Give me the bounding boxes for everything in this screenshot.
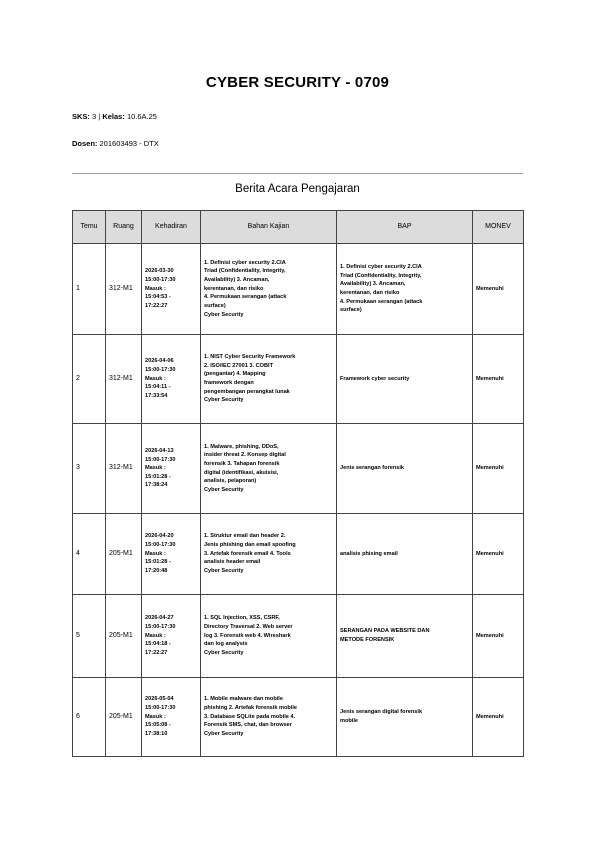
bahan-line: analisis header email [204,559,261,566]
kehadiran-line: 17:38:10 [145,730,168,737]
cell-ruang: 312-M1 [106,335,142,424]
cell-monev: Memenuhi [473,678,524,757]
bap-line: analisis phising email [340,550,398,557]
kehadiran-line: 15:00-17:30 [145,456,176,463]
bahan-line: Cyber Security [204,649,244,656]
dosen-value: 201603493 - DTX [99,139,159,148]
bahan-line: Cyber Security [204,311,244,318]
header-monev: MONEV [473,211,524,244]
kehadiran-line: 15:04:11 - [145,384,171,391]
bahan-line: dan log analysis [204,641,248,648]
bahan-line: Cyber Security [204,397,244,404]
cell-kehadiran [142,424,201,514]
table-row [73,678,524,757]
bahan-line: Cyber Security [204,486,244,493]
cell-monev: Memenuhi [473,514,524,595]
kehadiran-line: 2026-04-13 [145,447,174,454]
cell-bahan-kajian [201,514,337,595]
bahan-line: Forensik SMS, chat, dan browser [204,722,292,729]
cell-bahan-kajian [201,678,337,757]
bahan-line: surface) [204,302,226,309]
kehadiran-line: 15:00-17:30 [145,367,176,374]
bap-line: Jenis serangan digital forensik [340,709,423,716]
divider [72,173,523,174]
bahan-line: 1. SQL Injection, XSS, CSRF, [204,615,280,622]
kehadiran-line: 17:20:48 [145,567,168,574]
cell-bap [337,678,473,757]
sks-kelas-line [72,112,157,121]
table-row [73,595,524,678]
cell-bap [337,244,473,335]
bahan-line: Cyber Security [204,730,244,737]
cell-bahan-kajian [201,335,337,424]
bahan-line: 2. ISO/IEC 27001 3. COBIT [204,362,274,369]
kehadiran-line: 2026-05-04 [145,696,174,703]
bahan-line: Directory Traversal 2. Web server [204,624,293,631]
bahan-line: pengembangan perangkat lunak [204,388,290,395]
bahan-line: Triad (Confidentiality, Integrity, [204,268,286,275]
header-ruang: Ruang [106,211,142,244]
kehadiran-line: 15:05:08 - [145,722,171,729]
sks-label: SKS: [72,112,90,121]
bap-line: surface) [340,307,362,314]
cell-monev: Memenuhi [473,335,524,424]
bahan-line: insider threat 2. Konsep digital [204,452,286,459]
bahan-line: 4. Permukaan serangan (attack [204,294,287,301]
cell-bap [337,424,473,514]
bap-line: 1. Definisi cyber security 2.CIA [340,264,422,271]
cell-monev: Memenuhi [473,595,524,678]
cell-monev: Memenuhi [473,244,524,335]
header-bap: BAP [337,211,473,244]
cell-ruang: 312-M1 [106,244,142,335]
kehadiran-line: Masuk : [145,550,166,557]
header-temu: Temu [73,211,106,244]
bahan-line: 1. Malware, phishing, DDoS, [204,443,279,450]
bahan-line: log 3. Forensik web 4. Wireshark [204,632,291,639]
cell-bap [337,335,473,424]
kehadiran-line: Masuk : [145,285,166,292]
bap-table [72,210,524,757]
kehadiran-line: Masuk : [145,713,166,720]
bahan-line: framework dengan [204,380,254,386]
table-row [73,244,524,335]
bahan-line: phishing 2. Artefak forensik mobile [204,705,298,712]
bahan-line: 1. Struktur email dan header 2. [204,533,286,540]
bahan-line: forensik 3. Tahapan forensik [204,460,280,467]
table-header-row [73,211,524,244]
cell-kehadiran [142,514,201,595]
cell-bap [337,595,473,678]
cell-temu: 4 [73,514,106,595]
table-row [73,335,524,424]
kehadiran-line: 15:00-17:30 [145,542,176,549]
separator: | [98,112,101,121]
cell-temu: 1 [73,244,106,335]
bahan-line: 1. Definisi cyber security 2.CIA [204,259,286,266]
bahan-line: 1. Mobile malware dan mobile [204,696,283,703]
cell-kehadiran [142,244,201,335]
cell-bahan-kajian [201,244,337,335]
bap-line: SERANGAN PADA WEBSITE DAN [340,628,430,635]
section-title: Berita Acara Pengajaran [235,183,360,195]
cell-ruang: 205-M1 [106,595,142,678]
sks-value: 3 [92,112,97,121]
cell-temu: 6 [73,678,106,757]
cell-bahan-kajian [201,424,337,514]
bahan-line: (pengantar) 4. Mapping [204,371,266,378]
kehadiran-line: 2026-04-20 [145,533,174,540]
dosen-line [72,139,159,148]
header-kehadiran: Kehadiran [142,211,201,244]
kehadiran-line: 2026-04-27 [145,615,174,622]
kehadiran-line: 15:01:28 - [145,559,171,566]
kehadiran-line: 2026-04-06 [145,358,174,365]
cell-kehadiran [142,678,201,757]
kehadiran-line: Masuk : [145,465,166,472]
bap-line: kerentanan, dan risiko [340,290,400,296]
bap-line: Availability) 3. Ancaman, [340,281,406,288]
bahan-line: Cyber Security [204,567,244,574]
cell-ruang: 205-M1 [106,514,142,595]
cell-bahan-kajian [201,595,337,678]
kelas-label: Kelas: [102,112,125,121]
cell-temu: 2 [73,335,106,424]
bahan-line: digital (identifikasi, akuisisi, [204,469,279,476]
bap-line: Framework cyber security [340,375,410,382]
cell-temu: 5 [73,595,106,678]
kehadiran-line: 17:33:54 [145,392,168,399]
kehadiran-line: 15:01:28 - [145,473,171,480]
table-row [73,424,524,514]
bahan-line: analisis, pelaporan) [204,478,257,485]
bahan-line: Availability) 3. Ancaman, [204,277,270,284]
bahan-line: 1. NIST Cyber Security Framework [204,354,296,361]
cell-bap [337,514,473,595]
kehadiran-line: 15:00-17:30 [145,277,176,284]
bahan-line: 3. Database SQLite pada mobile 4. [204,713,296,720]
bahan-line: 3. Artefak forensik email 4. Tools [204,550,291,557]
kehadiran-line: 2026-03-30 [145,268,174,275]
bahan-line: kerentanan, dan risiko [204,285,264,292]
bap-line: mobile [340,718,359,724]
kehadiran-line: 15:04:18 - [145,641,171,648]
kehadiran-line: 17:38:24 [145,482,168,489]
cell-temu: 3 [73,424,106,514]
page-title: CYBER SECURITY - 0709 [205,74,390,91]
dosen-label: Dosen: [72,139,98,148]
bap-line: Jenis serangan forensik [340,465,405,472]
bap-line: METODE FORENSIK [340,637,395,643]
kelas-value: 10.6A.25 [126,112,157,121]
kehadiran-line: 15:00-17:30 [145,624,176,631]
header-bahan-kajian: Bahan Kajian [201,211,337,244]
cell-kehadiran [142,335,201,424]
kehadiran-line: Masuk : [145,632,166,639]
bahan-line: Jenis phishing dan email spoofing [204,542,296,549]
kehadiran-line: 15:04:53 - [145,294,171,301]
kehadiran-line: 17:22:27 [145,649,168,656]
kehadiran-line: 17:22:27 [145,302,168,309]
bap-line: Triad (Confidentiality, Integrity, [340,272,422,279]
cell-ruang: 312-M1 [106,424,142,514]
table-row [73,514,524,595]
bap-line: 4. Permukaan serangan (attack [340,298,423,305]
cell-ruang: 205-M1 [106,678,142,757]
cell-kehadiran [142,595,201,678]
cell-monev: Memenuhi [473,424,524,514]
kehadiran-line: Masuk : [145,375,166,382]
kehadiran-line: 15:00-17:30 [145,705,176,712]
